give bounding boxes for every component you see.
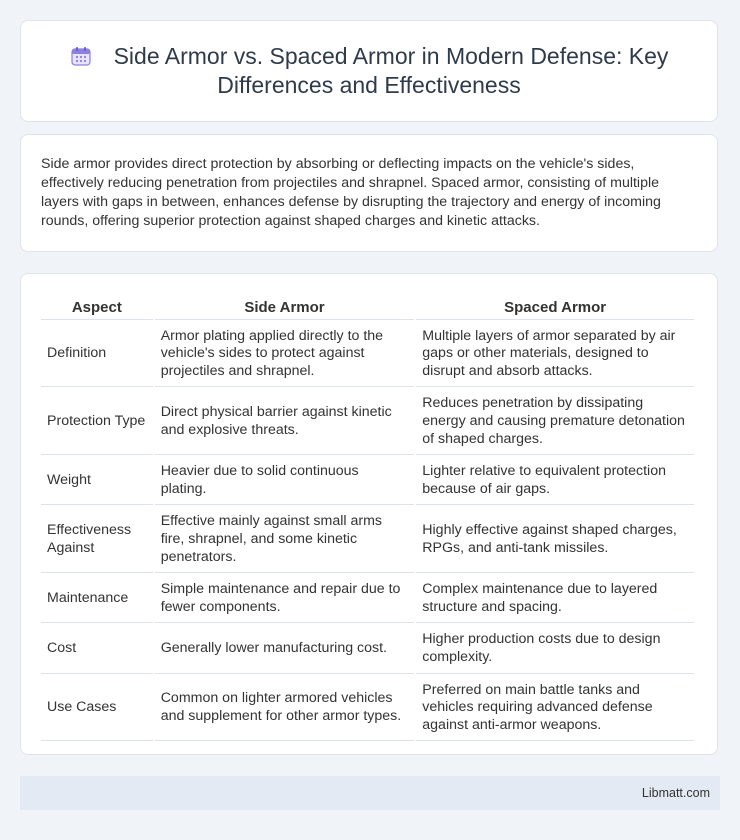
row-aspect: Effectiveness Against [41, 507, 153, 573]
row-aspect: Use Cases [41, 676, 153, 742]
table-row [41, 457, 694, 505]
header-aspect: Aspect [41, 296, 153, 320]
row-side-armor: Heavier due to solid continuous plating. [155, 457, 415, 505]
intro-paragraph: Side armor provides direct protection by absorbing or deflecting impacts on the vehicle's sides, effectively reducing penetration from projectiles and shrapnel. Spaced armor, consisting of multiple layers with gaps in between, enhances defense by disrupting the trajectory and energy of incoming rounds, offering superior protection against shaped charges and kinetic attacks. [41, 156, 661, 229]
row-spaced-armor: Complex maintenance due to layered structure and spacing. [416, 575, 694, 623]
row-aspect: Weight [41, 457, 153, 505]
table-row [41, 389, 694, 455]
row-side-armor: Common on lighter armored vehicles and supplement for other armor types. [155, 676, 415, 742]
table-header-row [41, 296, 694, 320]
row-side-armor: Effective mainly against small arms fire, shrapnel, and some kinetic penetrators. [155, 507, 415, 573]
row-aspect: Protection Type [41, 389, 153, 455]
row-aspect: Cost [41, 625, 153, 673]
row-spaced-armor: Multiple layers of armor separated by air gaps or other materials, designed to disrupt and absorb attacks. [416, 322, 694, 388]
calendar-icon [70, 45, 92, 67]
comparison-table [39, 294, 696, 743]
table-row [41, 507, 694, 573]
row-side-armor: Simple maintenance and repair due to fewer components. [155, 575, 415, 623]
row-side-armor: Generally lower manufacturing cost. [155, 625, 415, 673]
header-side-armor: Side Armor [155, 296, 415, 320]
header-spaced-armor: Spaced Armor [416, 296, 694, 320]
row-spaced-armor: Lighter relative to equivalent protection because of air gaps. [416, 457, 694, 505]
intro-card [20, 134, 718, 252]
row-aspect: Definition [41, 322, 153, 388]
table-row [41, 322, 694, 388]
table-row [41, 625, 694, 673]
row-spaced-armor: Reduces penetration by dissipating energy and causing premature detonation of shaped charges. [416, 389, 694, 455]
row-side-armor: Armor plating applied directly to the vehicle's sides to protect against projectiles and shrapnel. [155, 322, 415, 388]
row-aspect: Maintenance [41, 575, 153, 623]
row-spaced-armor: Higher production costs due to design complexity. [416, 625, 694, 673]
footer [20, 776, 720, 810]
page-title-text: Side Armor vs. Spaced Armor in Modern Defense: Key Differences and Effectiveness [113, 43, 669, 98]
title-card [20, 20, 718, 122]
row-spaced-armor: Preferred on main battle tanks and vehicles requiring advanced defense against anti-armor weapons. [416, 676, 694, 742]
footer-site-link[interactable]: Libmatt.com [641, 786, 710, 800]
page-title [51, 42, 687, 100]
table-row [41, 575, 694, 623]
table-row [41, 676, 694, 742]
row-spaced-armor: Highly effective against shaped charges, RPGs, and anti-tank missiles. [416, 507, 694, 573]
comparison-card [20, 273, 718, 755]
row-side-armor: Direct physical barrier against kinetic and explosive threats. [155, 389, 415, 455]
